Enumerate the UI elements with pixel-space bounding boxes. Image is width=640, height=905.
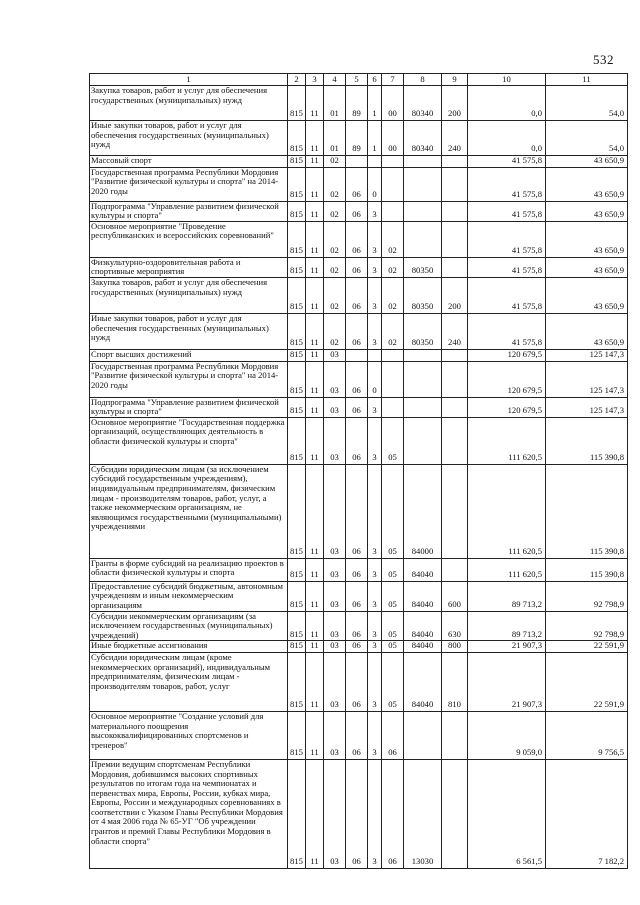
row-name-cell: Массовый спорт [90,156,288,168]
code-cell [346,349,368,361]
code-cell: 03 [324,611,346,641]
code-cell: 03 [324,464,346,558]
table-row [90,349,628,361]
code-cell: 03 [324,349,346,361]
code-cell: 3 [368,558,382,581]
code-cell [404,361,442,397]
row-name-cell: Премии ведущим спортсменам Республики Мордовия, добившимся высоких спортивных результатов по итогам года на чемпионатах и первенствах мира, Европы, России, кубках мира, Европы, России и международных соревнованиях в соответствии с Указом Главы Республики Мордовия от 4 мая 2006 года № 65-УГ "Об учреждении грантов и премий Главы Республики Мордовия в области спорта" [90,759,288,868]
amount-col11-cell: 43 650,9 [546,221,628,257]
row-name-cell: Субсидии юридическим лицам (за исключением субсидий государственным учреждениям), индивидуальным предпринимателям, физическим лицам - производителям товаров, работ, услуг, а также некоммерческим организациям, не являющимся государственными (муниципальными) учреждениями [90,464,288,558]
code-cell: 06 [346,257,368,277]
code-cell: 84040 [404,581,442,611]
amount-col10-cell: 21 907,3 [468,652,546,711]
row-name-cell: Предоставление субсидий бюджетным, автономным учреждениям и иным некоммерческим организациям [90,581,288,611]
code-cell: 06 [382,759,404,868]
code-cell: 815 [288,201,306,221]
code-cell: 3 [368,221,382,257]
row-name-cell: Субсидии некоммерческим организациям (за исключением государственных (муниципальных) учреждений) [90,611,288,641]
amount-col11-cell: 22 591,9 [546,652,628,711]
code-cell: 06 [346,641,368,653]
code-cell [442,397,468,417]
header-cell: 2 [288,74,306,86]
code-cell: 11 [306,277,324,313]
code-cell: 3 [368,313,382,349]
code-cell [382,167,404,201]
code-cell: 815 [288,221,306,257]
amount-col11-cell: 54,0 [546,121,628,156]
amount-col10-cell: 120 679,5 [468,361,546,397]
code-cell: 11 [306,641,324,653]
row-name-cell: Государственная программа Республики Мордовия "Развитие физической культуры и спорта" на 2014-2020 годы [90,167,288,201]
header-cell: 9 [442,74,468,86]
code-cell: 00 [382,121,404,156]
row-name-cell: Закупка товаров, работ и услуг для обеспечения государственных (муниципальных) нужд [90,86,288,121]
header-cell: 8 [404,74,442,86]
amount-col11-cell: 125 147,3 [546,349,628,361]
amount-col10-cell: 120 679,5 [468,349,546,361]
amount-col10-cell: 9 059,0 [468,711,546,759]
code-cell [442,167,468,201]
table-row [90,652,628,711]
code-cell [442,558,468,581]
code-cell: 02 [324,221,346,257]
code-cell: 03 [324,581,346,611]
code-cell [404,397,442,417]
code-cell: 815 [288,652,306,711]
row-name-cell: Государственная программа Республики Мордовия "Развитие физической культуры и спорта" на 2014-2020 годы [90,361,288,397]
code-cell: 03 [324,417,346,464]
code-cell: 06 [346,558,368,581]
table-row [90,86,628,121]
table-row [90,221,628,257]
code-cell: 0 [368,167,382,201]
code-cell: 11 [306,397,324,417]
code-cell: 815 [288,257,306,277]
code-cell: 3 [368,759,382,868]
code-cell: 00 [382,86,404,121]
table-row [90,156,628,168]
code-cell: 03 [324,711,346,759]
code-cell: 11 [306,417,324,464]
code-cell: 02 [324,277,346,313]
code-cell: 815 [288,121,306,156]
table-row [90,464,628,558]
table-row [90,397,628,417]
amount-col10-cell: 41 575,8 [468,313,546,349]
code-cell: 13030 [404,759,442,868]
code-cell: 815 [288,417,306,464]
code-cell [382,201,404,221]
code-cell [368,349,382,361]
code-cell: 11 [306,257,324,277]
amount-col10-cell: 111 620,5 [468,417,546,464]
code-cell: 11 [306,156,324,168]
row-name-cell: Основное мероприятие "Проведение республиканских и всероссийских соревнований" [90,221,288,257]
code-cell: 02 [382,277,404,313]
table-row [90,611,628,641]
code-cell: 3 [368,257,382,277]
code-cell: 11 [306,86,324,121]
code-cell: 02 [324,156,346,168]
table-body [90,86,628,869]
amount-col10-cell: 0,0 [468,121,546,156]
code-cell: 815 [288,349,306,361]
amount-col11-cell: 115 390,8 [546,464,628,558]
code-cell: 815 [288,167,306,201]
amount-col11-cell: 92 798,9 [546,581,628,611]
code-cell: 815 [288,361,306,397]
header-cell: 3 [306,74,324,86]
table-row [90,759,628,868]
code-cell: 11 [306,711,324,759]
amount-col11-cell: 125 147,3 [546,361,628,397]
code-cell [404,221,442,257]
amount-col11-cell: 43 650,9 [546,167,628,201]
code-cell: 815 [288,277,306,313]
code-cell: 05 [382,641,404,653]
code-cell: 06 [346,277,368,313]
table-row [90,167,628,201]
table-row [90,277,628,313]
code-cell [404,201,442,221]
code-cell: 815 [288,156,306,168]
amount-col10-cell: 41 575,8 [468,167,546,201]
code-cell: 11 [306,361,324,397]
code-cell [442,759,468,868]
code-cell: 3 [368,711,382,759]
code-cell: 1 [368,121,382,156]
amount-col10-cell: 120 679,5 [468,397,546,417]
code-cell: 05 [382,417,404,464]
code-cell: 815 [288,711,306,759]
row-name-cell: Иные закупки товаров, работ и услуг для обеспечения государственных (муниципальных) нужд [90,313,288,349]
amount-col10-cell: 0,0 [468,86,546,121]
row-name-cell: Основное мероприятие "Создание условий для материального поощрения высококвалифицированных спортсменов и тренеров" [90,711,288,759]
code-cell: 06 [346,361,368,397]
code-cell: 1 [368,86,382,121]
code-cell: 11 [306,652,324,711]
code-cell [442,464,468,558]
header-cell: 11 [546,74,628,86]
code-cell [404,417,442,464]
code-cell: 05 [382,581,404,611]
code-cell: 11 [306,121,324,156]
code-cell: 200 [442,277,468,313]
code-cell [442,711,468,759]
code-cell: 11 [306,167,324,201]
amount-col11-cell: 115 390,8 [546,417,628,464]
amount-col11-cell: 125 147,3 [546,397,628,417]
code-cell: 0 [368,361,382,397]
amount-col11-cell: 43 650,9 [546,313,628,349]
code-cell: 11 [306,313,324,349]
code-cell: 3 [368,397,382,417]
code-cell: 03 [324,397,346,417]
table-row [90,201,628,221]
code-cell: 01 [324,86,346,121]
code-cell: 84040 [404,652,442,711]
amount-col10-cell: 89 713,2 [468,611,546,641]
code-cell: 05 [382,558,404,581]
code-cell: 11 [306,581,324,611]
code-cell: 815 [288,581,306,611]
amount-col11-cell: 92 798,9 [546,611,628,641]
amount-col11-cell: 115 390,8 [546,558,628,581]
code-cell: 11 [306,221,324,257]
code-cell: 06 [346,313,368,349]
header-cell: 4 [324,74,346,86]
code-cell: 05 [382,464,404,558]
code-cell: 02 [324,313,346,349]
code-cell: 11 [306,611,324,641]
code-cell: 3 [368,581,382,611]
code-cell [442,257,468,277]
row-name-cell: Закупка товаров, работ и услуг для обеспечения государственных (муниципальных) нужд [90,277,288,313]
row-name-cell: Субсидии юридическим лицам (кроме некоммерческих организаций), индивидуальным предпринимателям, физическим лицам - производителям товаров, работ, услуг [90,652,288,711]
code-cell: 01 [324,121,346,156]
code-cell [382,361,404,397]
code-cell: 11 [306,349,324,361]
code-cell: 11 [306,464,324,558]
code-cell: 240 [442,313,468,349]
code-cell: 80340 [404,121,442,156]
table-row [90,581,628,611]
amount-col11-cell: 7 182,2 [546,759,628,868]
code-cell: 815 [288,86,306,121]
code-cell: 3 [368,201,382,221]
amount-col11-cell: 43 650,9 [546,201,628,221]
code-cell: 03 [324,361,346,397]
budget-table [89,73,628,869]
table-row [90,313,628,349]
code-cell [442,156,468,168]
code-cell: 3 [368,611,382,641]
header-cell: 7 [382,74,404,86]
amount-col10-cell: 41 575,8 [468,257,546,277]
amount-col10-cell: 111 620,5 [468,464,546,558]
row-name-cell: Иные закупки товаров, работ и услуг для обеспечения государственных (муниципальных) нужд [90,121,288,156]
code-cell: 06 [346,397,368,417]
table-row [90,417,628,464]
code-cell: 02 [324,167,346,201]
code-cell: 84000 [404,464,442,558]
amount-col10-cell: 111 620,5 [468,558,546,581]
table-row [90,257,628,277]
amount-col10-cell: 41 575,8 [468,277,546,313]
code-cell: 84040 [404,641,442,653]
header-cell: 6 [368,74,382,86]
code-cell: 3 [368,641,382,653]
table-row [90,641,628,653]
code-cell [404,156,442,168]
code-cell: 06 [346,464,368,558]
amount-col10-cell: 41 575,8 [468,156,546,168]
code-cell: 06 [346,611,368,641]
code-cell: 05 [382,611,404,641]
row-name-cell: Основное мероприятие "Государственная поддержка организаций, осуществляющих деятельность в области физической культуры и спорта" [90,417,288,464]
code-cell [368,156,382,168]
code-cell: 11 [306,558,324,581]
code-cell: 3 [368,417,382,464]
table-row [90,121,628,156]
code-cell: 89 [346,86,368,121]
code-cell: 80350 [404,313,442,349]
code-cell [404,711,442,759]
code-cell: 06 [346,581,368,611]
code-cell [382,397,404,417]
amount-col10-cell: 6 561,5 [468,759,546,868]
code-cell: 11 [306,201,324,221]
row-name-cell: Гранты в форме субсидий на реализацию проектов в области физической культуры и спорта [90,558,288,581]
code-cell: 11 [306,759,324,868]
code-cell: 06 [346,221,368,257]
code-cell: 06 [346,417,368,464]
code-cell: 89 [346,121,368,156]
header-row [90,74,628,86]
code-cell: 810 [442,652,468,711]
header-cell: 5 [346,74,368,86]
code-cell: 06 [382,711,404,759]
code-cell: 815 [288,759,306,868]
amount-col11-cell: 43 650,9 [546,277,628,313]
code-cell: 06 [346,652,368,711]
code-cell: 815 [288,313,306,349]
amount-col10-cell: 89 713,2 [468,581,546,611]
amount-col11-cell: 43 650,9 [546,257,628,277]
row-name-cell: Подпрограмма "Управление развитием физической культуры и спорта" [90,201,288,221]
header-cell: 10 [468,74,546,86]
table-row [90,711,628,759]
table-row [90,361,628,397]
code-cell: 630 [442,611,468,641]
code-cell [404,349,442,361]
code-cell: 03 [324,652,346,711]
code-cell: 02 [324,201,346,221]
code-cell [442,349,468,361]
code-cell: 815 [288,397,306,417]
code-cell: 200 [442,86,468,121]
row-name-cell: Иные бюджетные ассигнования [90,641,288,653]
code-cell [442,221,468,257]
amount-col11-cell: 43 650,9 [546,156,628,168]
amount-col10-cell: 21 907,3 [468,641,546,653]
code-cell: 80350 [404,277,442,313]
page-number: 532 [593,52,614,67]
table-row [90,558,628,581]
amount-col11-cell: 9 756,5 [546,711,628,759]
code-cell: 815 [288,558,306,581]
code-cell [404,167,442,201]
code-cell [346,156,368,168]
code-cell: 815 [288,611,306,641]
amount-col11-cell: 22 591,9 [546,641,628,653]
code-cell: 06 [346,201,368,221]
code-cell [442,417,468,464]
code-cell: 03 [324,641,346,653]
code-cell: 3 [368,277,382,313]
code-cell: 03 [324,759,346,868]
code-cell: 3 [368,464,382,558]
code-cell: 02 [324,257,346,277]
row-name-cell: Спорт высших достижений [90,349,288,361]
code-cell: 800 [442,641,468,653]
code-cell: 240 [442,121,468,156]
code-cell: 06 [346,167,368,201]
code-cell [442,361,468,397]
code-cell: 05 [382,652,404,711]
code-cell [382,349,404,361]
amount-col11-cell: 54,0 [546,86,628,121]
header-cell: 1 [90,74,288,86]
code-cell [442,201,468,221]
row-name-cell: Подпрограмма "Управление развитием физической культуры и спорта" [90,397,288,417]
code-cell: 815 [288,641,306,653]
code-cell: 600 [442,581,468,611]
code-cell: 02 [382,257,404,277]
code-cell: 84040 [404,611,442,641]
code-cell [382,156,404,168]
code-cell: 80350 [404,257,442,277]
code-cell: 06 [346,711,368,759]
code-cell: 3 [368,652,382,711]
code-cell: 80340 [404,86,442,121]
code-cell: 815 [288,464,306,558]
code-cell: 84040 [404,558,442,581]
code-cell: 03 [324,558,346,581]
code-cell: 02 [382,313,404,349]
row-name-cell: Физкультурно-оздоровительная работа и спортивные мероприятия [90,257,288,277]
amount-col10-cell: 41 575,8 [468,201,546,221]
code-cell: 02 [382,221,404,257]
code-cell: 06 [346,759,368,868]
amount-col10-cell: 41 575,8 [468,221,546,257]
